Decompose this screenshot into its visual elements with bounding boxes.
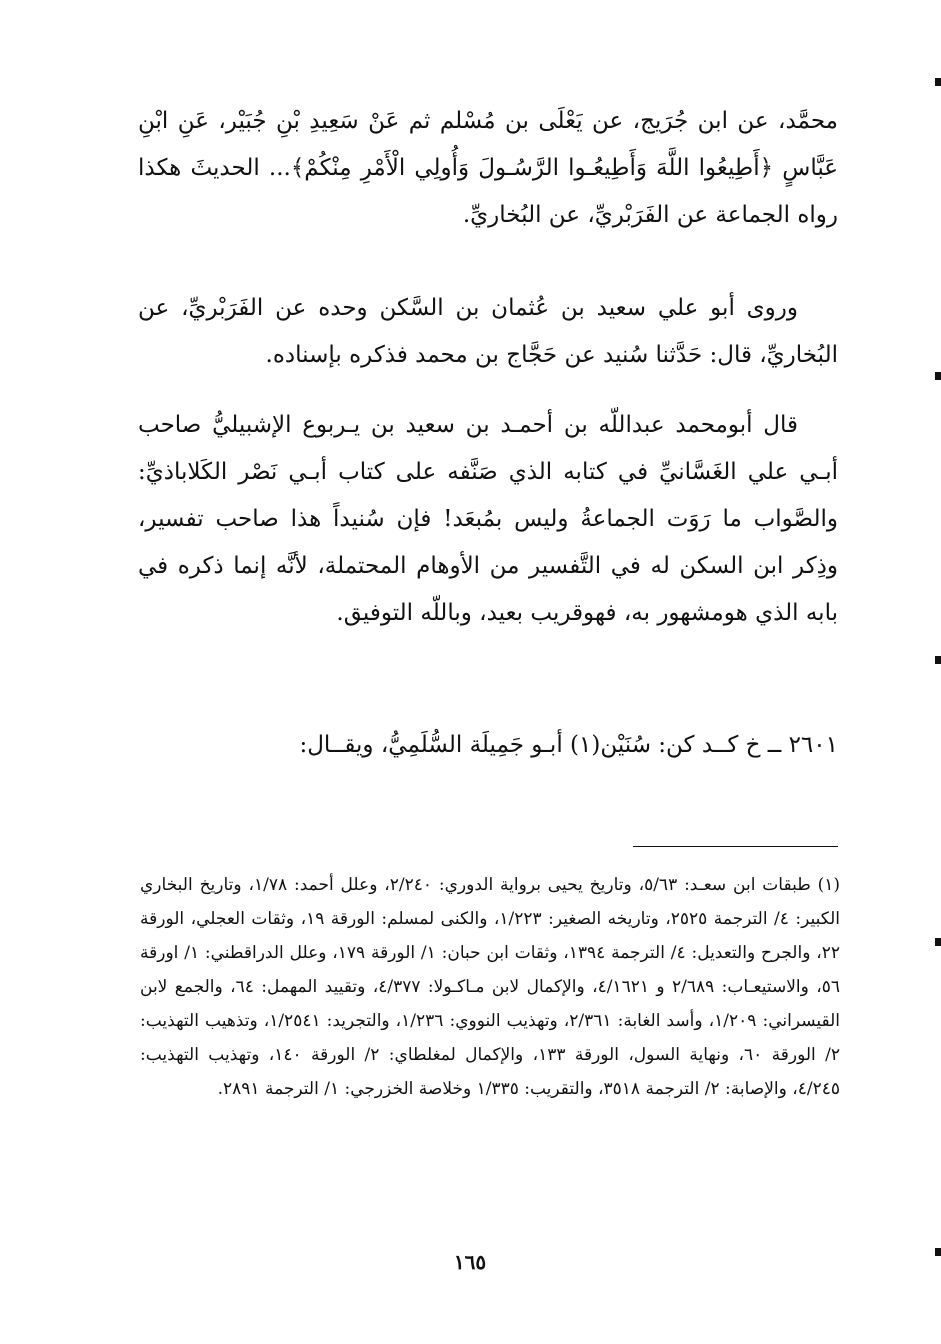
edge-mark bbox=[935, 938, 941, 946]
edge-mark bbox=[935, 656, 941, 664]
main-text-paragraph-1 bbox=[138, 98, 838, 239]
paragraph-text: وروى أبو علي سعيد بن عُثمان بن السَّكن وحده عن الفَرَبْريِّ، عن البُخاريِّ، قال: حَدَّثنا سُنيد عن حَجَّاج بن محمد فذكره بإسناده. bbox=[138, 295, 838, 368]
edge-mark bbox=[935, 78, 941, 86]
footnotes bbox=[140, 868, 840, 1106]
main-text-paragraph-2 bbox=[138, 285, 838, 379]
edge-mark bbox=[935, 1248, 941, 1256]
edge-mark bbox=[935, 372, 941, 380]
footnote-1: (١) طبقات ابن سعـد: ٥/٦٣، وتاريخ يحيى برواية الدوري: ٢/٢٤٠، وعلل أحمد: ١/٧٨، وتاريخ البخاري الكبير: ٤/ الترجمة ٢٥٢٥، وتاريخه الصغير: ١/٢٢٣، والكنى لمسلم: الورقة ١٩، وثقات العجلي، الورقة ٢٢، والجرح والتعديل: ٤/ الترجمة ١٣٩٤، وثقات ابن حبان: ١/ الورقة ١٧٩، وعلل الدراقطني: ١/ اورقة ٥٦، والاستيعـاب: ٢/٦٨٩ و ٤/١٦٢١، والإكمال لابن مـاكـولا: ٤/٣٧٧، وتقييد المهمل: ٦٤، والجمع لابن القيسراني: ١/٢٠٩، وأسد الغابة: ٢/٣٦١، وتهذيب النووي: ١/٢٣٦، والتجريد: ١/٢٥٤١، وتذهيب التهذيب: ٢/ الورقة ٦٠، ونهاية السول، الورقة ١٣٣، والإكمال لمغلطاي: ٢/ الورقة ١٤٠، وتهذيب التهذيب: ٤/٢٤٥، والإصابة: ٢/ الترجمة ٣٥١٨، والتقريب: ١/٣٣٥ وخلاصة الخزرجي: ١/ الترجمة ٢٨٩١. bbox=[140, 875, 841, 1099]
paragraph-text: قال أبومحمد عبداللّه بن أحمـد بن سعيد بن يـربوع الإشبيليُّ صاحب أبـي علي الغَسَّانيِّ في كتابه الذي صَنَّفه على كتاب أبـي نَصْر الكَلاباذيِّ: والصَّواب ما رَوَت الجماعةُ وليس بمُبعَد! فإن سُنيداً هذا صاحب تفسير، وذِكر ابن السكن له في التَّفسير من الأوهام المحتملة، لأنَّه إنما ذكره في بابه الذي هومشهور به، فهوقريب بعيد، وباللّه التوفيق. bbox=[138, 412, 838, 626]
page-number: ١٦٥ bbox=[453, 1250, 487, 1274]
paragraph-text: محمَّد، عن ابن جُرَيج، عن يَعْلَى بن مُسْلم ثم عَنْ سَعِيدِ بْنِ جُبَيْر، عَنِ ابْنِ عَبَّاسٍ ﴿أَطِيعُوا اللَّهَ وَأَطِيعُـوا الرَّسُـولَ وَأُولِي الْأَمْرِ مِنْكُمْ﴾... الحديثَ هكذا رواه الجماعة عن الفَرَبْريِّ، عن البُخاريِّ. bbox=[138, 108, 838, 228]
main-text-paragraph-3 bbox=[138, 402, 838, 637]
footnote-separator bbox=[633, 846, 838, 847]
entry-heading-2601 bbox=[138, 722, 838, 769]
paragraph-text: ٢٦٠١ ــ خ كــد كن: سُنَيْن(١) أبـو جَمِيلَة السُّلَمِيُّ، ويقــال: bbox=[299, 732, 838, 758]
